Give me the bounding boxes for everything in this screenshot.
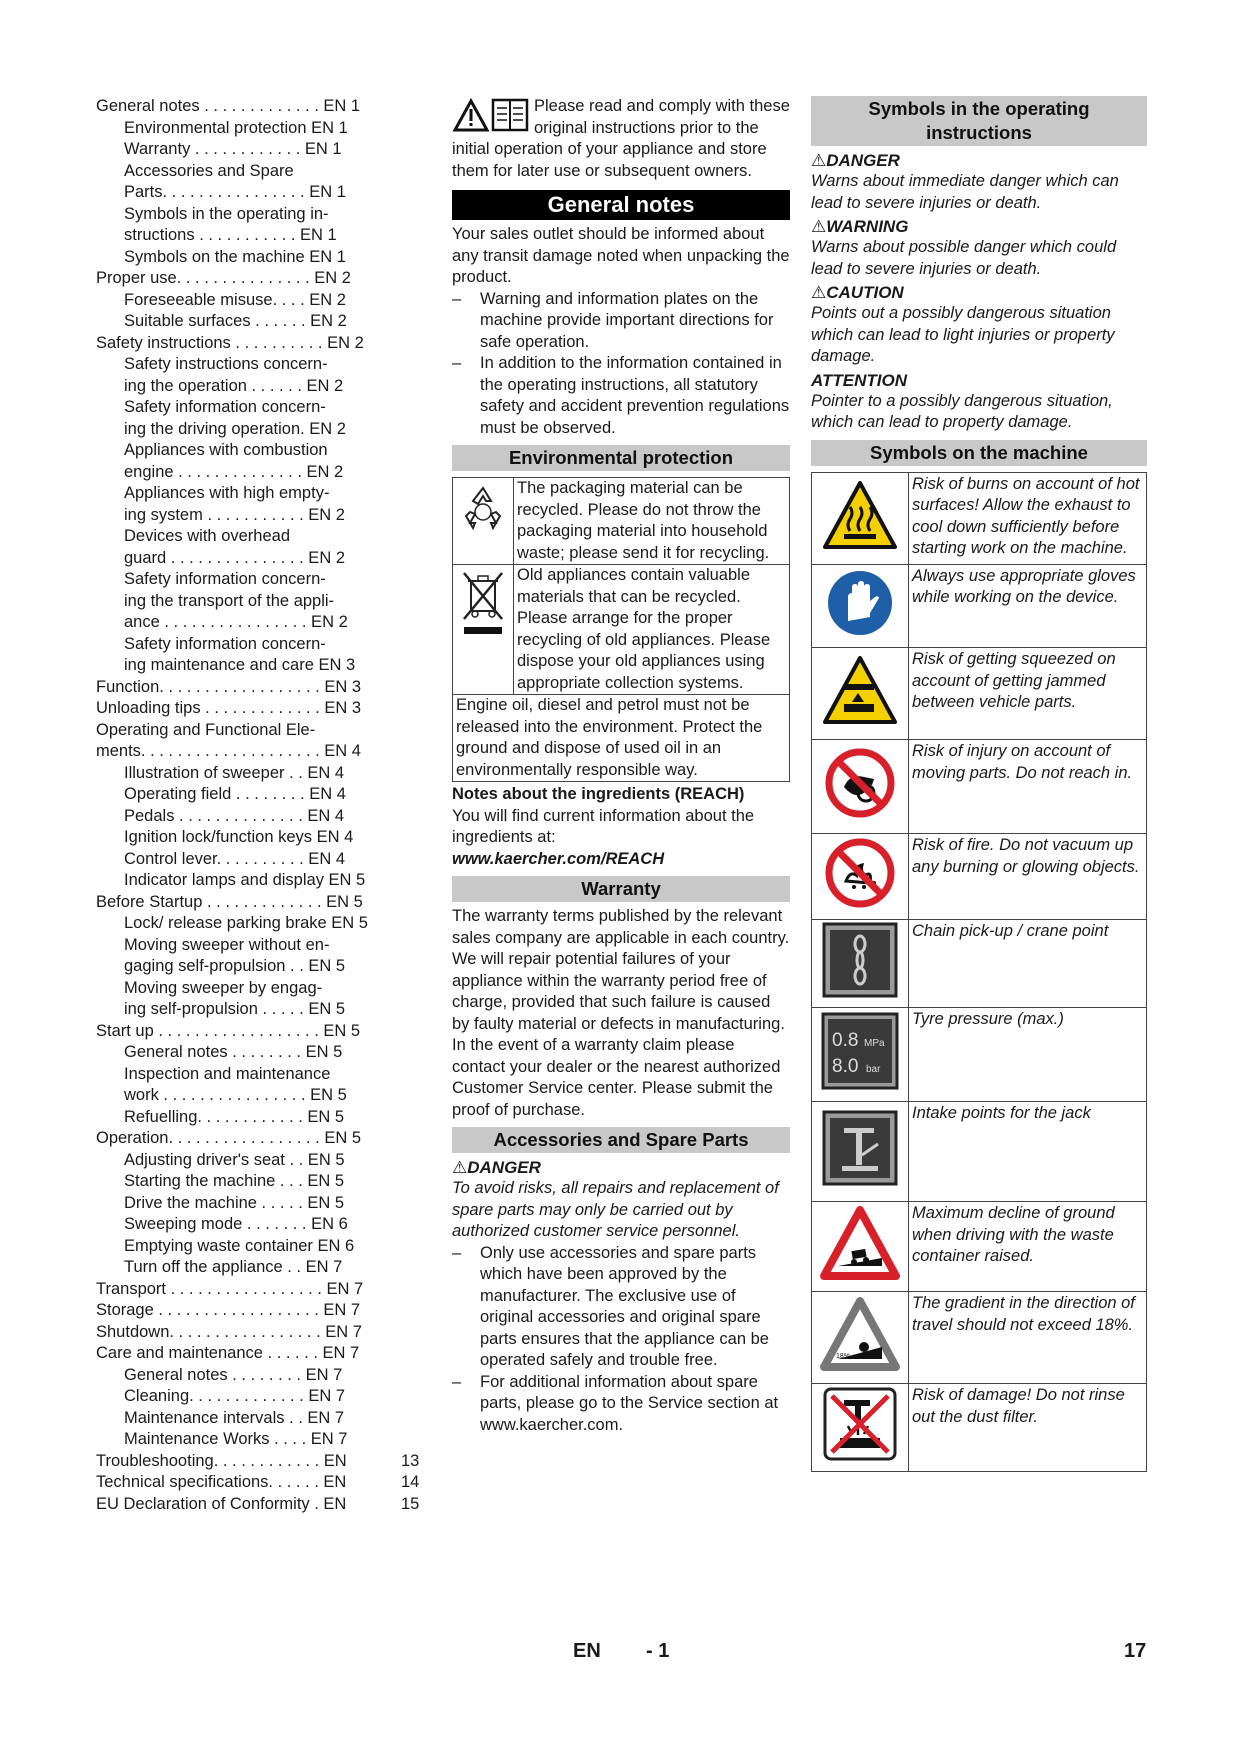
toc-entry: Symbols on the machine EN 1: [124, 247, 346, 266]
toc-entry: Maintenance Works . . . . EN 7: [124, 1430, 348, 1448]
toc-entry: Care and maintenance . . . . . . EN 7: [96, 1344, 360, 1362]
signal-description: Warns about possible danger which could lead to severe injuries or death.: [811, 238, 1117, 278]
symbol-row: [812, 1102, 1147, 1202]
toc-entry: guard . . . . . . . . . . . . . . . EN 2: [124, 548, 345, 567]
no-burning-objects-icon: [824, 895, 896, 913]
toc-entry: work . . . . . . . . . . . . . . . . EN 5: [124, 1086, 347, 1104]
toc-entry: ing self-propulsion . . . . . EN 5: [124, 1000, 346, 1018]
symbol-row: [812, 648, 1147, 740]
gradient-badge: 18%: [836, 1353, 851, 1361]
toc-entry: Sweeping mode . . . . . . . EN 6: [124, 1215, 348, 1233]
toc-entry: Lock/ release parking brake EN 5: [124, 914, 368, 932]
symbol-description: Maximum decline of ground when driving with the waste container raised.: [909, 1202, 1147, 1292]
signal-word-list: [811, 150, 1147, 434]
jack-icon: [822, 1172, 898, 1190]
toc-entry: Parts. . . . . . . . . . . . . . . . EN 1: [124, 183, 346, 201]
general-notes-para: Your sales outlet should be informed about any transit damage noted when unpacking the product.: [452, 225, 790, 286]
heading-general-notes: General notes: [452, 190, 790, 220]
toc-entry: Shutdown. . . . . . . . . . . . . . . . . EN 7: [96, 1322, 362, 1341]
reach-url: www.kaercher.com/REACH: [452, 849, 665, 868]
toc-entry: Environmental protection EN 1: [124, 118, 348, 137]
toc-entry: EU Declaration of Conformity . EN 15: [96, 1494, 396, 1516]
toc-entry: engine . . . . . . . . . . . . . . EN 2: [124, 462, 344, 481]
danger-text: To avoid risks, all repairs and replacement of spare parts may only be carried out by authorized customer service personnel.: [452, 1179, 779, 1240]
toc-entry: Safety information concern-: [124, 570, 326, 588]
toc-entry: General notes . . . . . . . . EN 7: [124, 1365, 343, 1384]
toc-entry: ments. . . . . . . . . . . . . . . . . . . . EN 4: [96, 742, 361, 760]
symbol-description: Risk of fire. Do not vacuum up any burning or glowing objects.: [909, 834, 1147, 920]
toc-entry: structions . . . . . . . . . . . EN 1: [124, 226, 337, 244]
crush-hazard-icon: [822, 712, 898, 730]
toc-entry: Refuelling. . . . . . . . . . . . EN 5: [124, 1107, 345, 1126]
signal-description: Points out a possibly dangerous situation which can lead to light injuries or property damage.: [811, 304, 1115, 365]
toc-entry: Turn off the appliance . . EN 7: [124, 1258, 343, 1276]
toc-entry: Warranty . . . . . . . . . . . . EN 1: [124, 140, 342, 158]
symbol-row: [812, 920, 1147, 1008]
recycling-icon: [453, 478, 514, 565]
symbol-description: Tyre pressure (max.): [909, 1008, 1147, 1102]
toc-entry: Moving sweeper by engag-: [124, 978, 323, 997]
content-column-2: [452, 96, 790, 1436]
content-column-3: [811, 96, 1147, 1472]
footer-page-number: 17: [1124, 1640, 1147, 1662]
toc-entry: General notes . . . . . . . . EN 5: [124, 1043, 343, 1061]
hot-surface-icon: [822, 537, 898, 555]
footer-section-page: - 1: [646, 1640, 670, 1662]
toc-entry: Cleaning. . . . . . . . . . . . . EN 7: [124, 1387, 346, 1405]
environmental-table: [452, 477, 790, 782]
symbol-row: [812, 472, 1147, 564]
toc-entry: ing the transport of the appli-: [124, 591, 335, 610]
toc-entry: ing system . . . . . . . . . . . EN 2: [124, 505, 345, 524]
toc-entry: Foreseeable misuse. . . . EN 2: [124, 290, 346, 309]
symbol-description: Risk of burns on account of hot surfaces! Allow the exhaust to cool down sufficiently before starting work on the machine.: [909, 472, 1147, 564]
symbol-row: [812, 1292, 1147, 1384]
toc-entry: Drive the machine . . . . . EN 5: [124, 1193, 345, 1212]
symbol-description: The gradient in the direction of travel should not exceed 18%.: [909, 1292, 1147, 1384]
toc-entry: Safety information concern-: [124, 398, 326, 416]
pressure-mpa-value: 0.8: [832, 1030, 859, 1052]
toc-entry: Control lever. . . . . . . . . . EN 4: [124, 849, 345, 868]
toc-entry: General notes . . . . . . . . . . . . . EN 1: [96, 97, 361, 115]
symbol-description: Risk of injury on account of moving parts. Do not reach in.: [909, 740, 1147, 834]
warning-triangle-icon: ⚠: [811, 283, 827, 302]
toc-entry: Proper use. . . . . . . . . . . . . . . EN 2: [96, 269, 351, 287]
signal-word: ⚠CAUTION: [811, 283, 904, 302]
env-row-oil: Engine oil, diesel and petrol must not be released into the environment. Protect the ground and dispose of used oil in an environmentally responsible way.: [453, 695, 790, 782]
pressure-bar-value: 8.0: [832, 1056, 859, 1078]
toc-entry: Before Startup . . . . . . . . . . . . . EN 5: [96, 892, 363, 911]
signal-description: Pointer to a possibly dangerous situation, which can lead to property damage.: [811, 391, 1113, 431]
toc-entry: Pedals . . . . . . . . . . . . . . EN 4: [124, 806, 345, 825]
symbol-row: [812, 740, 1147, 834]
toc-entry: Suitable surfaces . . . . . . EN 2: [124, 312, 347, 330]
weee-bin-icon: [453, 565, 514, 695]
pressure-bar-unit: bar: [866, 1064, 881, 1076]
toc-entry: Operating field . . . . . . . . EN 4: [124, 785, 346, 803]
symbol-row: [812, 1384, 1147, 1472]
toc-entry: Indicator lamps and display EN 5: [124, 871, 366, 889]
toc-entry: Inspection and maintenance: [124, 1064, 331, 1083]
toc-entry: Safety information concern-: [124, 634, 326, 653]
general-notes-item: – Warning and information plates on the machine provide important directions for safe operation.: [452, 289, 774, 351]
gloves-icon: [824, 625, 896, 643]
toc-entry: Safety instructions . . . . . . . . . . EN 2: [96, 333, 364, 352]
toc-entry: Unloading tips . . . . . . . . . . . . . EN 3: [96, 699, 362, 717]
slope-raised-icon: [820, 1266, 900, 1284]
symbol-description: Chain pick-up / crane point: [909, 920, 1147, 1008]
heading-symbols-machine: Symbols on the machine: [811, 440, 1147, 466]
toc-entry: Safety instructions concern-: [124, 355, 328, 373]
gradient-icon: [820, 1353, 900, 1375]
warning-triangle-icon: ⚠: [452, 1158, 468, 1177]
toc-entry: ing the operation . . . . . . EN 2: [124, 376, 344, 395]
tyre-pressure-icon: [821, 1030, 899, 1094]
symbol-description: Risk of damage! Do not rinse out the dust filter.: [909, 1384, 1147, 1472]
symbol-row: [812, 834, 1147, 920]
env-row-old-appliances: Old appliances contain valuable materials that can be recycled. Please arrange for the proper recycling of old appliances. Please dispose your old appliances using appropriate collection systems.: [514, 565, 790, 695]
toc-page-number: 14: [401, 1473, 420, 1491]
warning-triangle-icon: ⚠: [811, 217, 827, 236]
heading-accessories: Accessories and Spare Parts: [452, 1127, 790, 1153]
warning-triangle-icon: ⚠: [811, 151, 827, 170]
toc-entry: Accessories and Spare: [124, 161, 294, 180]
table-of-contents: [96, 96, 420, 1515]
toc-entry: Start up . . . . . . . . . . . . . . . . . . EN 5: [96, 1021, 361, 1040]
toc-entry: Moving sweeper without en-: [124, 935, 330, 954]
symbol-description: Risk of getting squeezed on account of getting jammed between vehicle parts.: [909, 648, 1147, 740]
toc-entry: ing the driving operation. EN 2: [124, 419, 346, 438]
chain-icon: [822, 984, 898, 1002]
toc-entry: Operating and Functional Ele-: [96, 720, 316, 739]
toc-entry: Ignition lock/function keys EN 4: [124, 828, 354, 846]
toc-entry: Transport . . . . . . . . . . . . . . . . . EN 7: [96, 1279, 364, 1298]
footer-language: EN: [573, 1640, 601, 1662]
heading-environmental-protection: Environmental protection: [452, 445, 790, 471]
toc-entry: Emptying waste container EN 6: [124, 1236, 355, 1255]
toc-page-number: 15: [401, 1494, 420, 1513]
reach-text: You will find current information about the ingredients at:: [452, 806, 755, 846]
toc-entry: Starting the machine . . . EN 5: [124, 1172, 345, 1190]
reach-heading: Notes about the ingredients (REACH): [452, 785, 745, 803]
danger-label: ⚠DANGER: [452, 1158, 541, 1177]
heading-symbols-instructions: Symbols in the operating instructions: [811, 96, 1147, 146]
symbol-description: Always use appropriate gloves while working on the device.: [909, 564, 1147, 648]
toc-entry: ance . . . . . . . . . . . . . . . . EN 2: [124, 613, 348, 631]
intro-notice: [452, 96, 790, 182]
intro-text: Please read and comply with these original instructions prior to the initial operation of your appliance and store them for later use or subsequent owners.: [452, 97, 790, 180]
accessories-item: – Only use accessories and spare parts which have been approved by the manufacturer. The exclusive use of original accessories and original spare parts ensures that the appliance can be operated safely and trouble free.: [452, 1243, 769, 1369]
toc-entry: Adjusting driver's seat . . EN 5: [124, 1150, 345, 1169]
toc-entry: Illustration of sweeper . . EN 4: [124, 763, 345, 782]
toc-entry: Appliances with high empty-: [124, 484, 330, 502]
toc-entry: Operation. . . . . . . . . . . . . . . . . EN 5: [96, 1129, 362, 1147]
symbol-row: [812, 1202, 1147, 1292]
toc-entry: Devices with overhead: [124, 527, 290, 545]
toc-entry: Storage . . . . . . . . . . . . . . . . . . EN 7: [96, 1301, 361, 1319]
warranty-text: The warranty terms published by the relevant sales company are applicable in each country. We will repair potential failures of your appliance within the warranty period free of charge, provided that such failure is caused by faulty material or defects in manufacturing. In the event of a warranty claim please contact your dealer or the nearest authorized Customer Service center. Please submit the proof of purchase.: [452, 907, 790, 1119]
toc-entry: Technical specifications. . . . . . EN 14: [96, 1472, 396, 1494]
signal-word: ⚠DANGER: [811, 151, 900, 170]
toc-entry: Function. . . . . . . . . . . . . . . . . . EN 3: [96, 677, 361, 696]
accessories-item: – For additional information about spare parts, please go to the Service section at www.kaercher.com.: [452, 1372, 779, 1434]
toc-page-number: 13: [401, 1451, 420, 1470]
heading-warranty: Warranty: [452, 876, 790, 902]
no-reach-icon: [824, 805, 896, 823]
read-manual-icon: [452, 96, 532, 134]
env-row-packaging: The packaging material can be recycled. Please do not throw the packaging material into household waste; please send it for recycling.: [514, 478, 790, 565]
pressure-mpa-unit: MPa: [864, 1038, 885, 1050]
toc-entry: Troubleshooting. . . . . . . . . . . . EN 13: [96, 1451, 396, 1473]
general-notes-item: – In addition to the information contained in the operating instructions, all statutory safety and accident prevention regulations must be observed.: [452, 354, 790, 437]
toc-entry: Appliances with combustion: [124, 441, 328, 459]
toc-entry: Maintenance intervals . . EN 7: [124, 1408, 345, 1427]
signal-word: ATTENTION: [811, 370, 908, 390]
no-rinse-filter-icon: [822, 1448, 898, 1466]
toc-entry: gaging self-propulsion . . EN 5: [124, 957, 346, 975]
signal-description: Warns about immediate danger which can lead to severe injuries or death.: [811, 172, 1119, 212]
symbol-description: Intake points for the jack: [909, 1102, 1147, 1202]
toc-entry: ing maintenance and care EN 3: [124, 656, 356, 674]
signal-word: ⚠WARNING: [811, 217, 909, 236]
symbol-row: [812, 1008, 1147, 1102]
symbol-row: [812, 564, 1147, 648]
toc-entry: Symbols in the operating in-: [124, 204, 329, 223]
symbols-table: [811, 472, 1147, 1472]
